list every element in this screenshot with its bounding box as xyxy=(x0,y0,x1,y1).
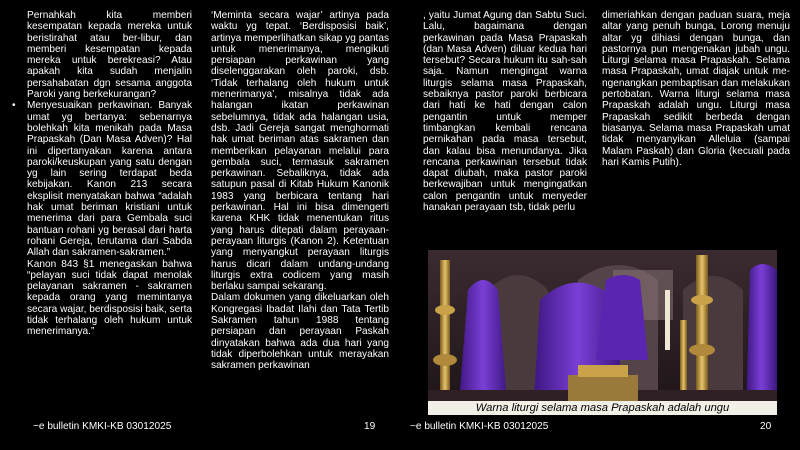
intro-paragraph: Pernahkah kita memberi kesempatan kepada mereka untuk beristirahat atau ber-libur, dan memberi kesempatan kepada mereka untuk berekreasi? Atau apakah kita sudah menjalin persahabatan dgn sesama anggota Paroki yang berkekurangan? xyxy=(27,10,192,101)
left-footer-publication: ~e bulletin KMKI-KB 03012025 xyxy=(33,421,172,432)
left-page-column-2 xyxy=(211,10,389,372)
dokumen-kongregasi-paragraph: Dalam dokumen yang dikeluarkan oleh Kongregasi Ibadat Ilahi dan Tata Tertib Sakramen tahun 1988 tentang persiapan dan perayaan Paskah dinyatakan bahwa ada dua hari yang tidak diperbolehkan untuk merayakan sakramen perkawinan xyxy=(211,292,389,372)
kanon-843-paragraph: Kanon 843 §1 menegaskan bahwa “pelayan suci tidak dapat menolak pelayanan sakramen - sakramen kepada orang yang memintanya secara wajar, berdisposisi baik, serta tidak terhalang oleh hukum untuk menerimanya.” xyxy=(27,258,192,338)
photo-caption: Warna liturgi selama masa Prapaskah adalah ungu xyxy=(428,401,777,415)
right-page xyxy=(400,0,800,450)
bullet-text: Menyesuaikan perkawinan. Banyak umat yg bertanya: sebenarnya bolehkah kita menikah pada Masa Prapaskah (Dan Masa Adven)? Hal ini dipertanyakan karena antara paroki/keuskupan yang satu dengan yg lain sering terdapat beda kebijakan. Kanon 213 secara eksplisit menyatakan bahwa “adalah hak umat beriman kristiani untuk menerima dari para Gembala suci bantuan rohani yg berasal dari harta rohani Gereja, terutama dari Sabda Allah dan sakramen-sakramen.” xyxy=(27,100,192,259)
altar-photo-image xyxy=(428,250,777,415)
right-footer-publication: ~e bulletin KMKI-KB 03012025 xyxy=(410,421,549,432)
meminta-wajar-paragraph: ‘Meminta secara wajar’ artinya pada waktu yg tepat. ‘Berdisposisi baik’, artinya memperlihatkan sikap yg pantas untuk menerimanya, mengikuti persiapan perkawinan yang diselenggarakan oleh paroki, dsb. ‘Tidak terhalang oleh hukum untuk menerimanya’, misalnya tidak ada halangan ikatan perkawinan sebelumnya, tidak ada halangan usia, dsb. Jadi Gereja sangat menghormati hak umat beriman atas sakramen dan memberikan pelayanan melalui para gembala suci, termasuk sakramen perkawinan. Sebaliknya, tidak ada satupun pasal di Kitab Hukum Kanonik 1983 yang berbicara tentang hari perkawinan. Hal ini bisa dimengerti karena KHK tidak menentukan ritus yang harus ditepati dalam perayaan-perayaan liturgis (Kanon 2). Ketentuan yang menyangkut perayaan liturgis harus dicari dalam undang-undang liturgis extra codicem yang masih berlaku sampai sekarang. xyxy=(211,10,389,293)
jumat-agung-paragraph: , yaitu Jumat Agung dan Sabtu Suci. Lalu, bagaimana dengan perkawinan pada Masa Prapaskah (dan Masa Adven) diluar kedua hari tersebut? Secara hukum itu sah-sah saja. Namun mengingat warna liturgis selama masa Prapaskah, sebaiknya pastor paroki berbicara dari hati ke hati dengan calon pengantin untuk memper timbangkan kembali rencana pernikahan pada masa tersebut, dan kalau bisa menundanya. Jika rencana perkawinan tersebut tidak dapat diubah, maka pastor paroki berkewajiban untuk mengingatkan calon pengantin untuk menyeder hanakan perayaan tsb, tidak perlu xyxy=(423,10,587,214)
right-page-number: 20 xyxy=(760,421,772,432)
bullet-marker: • xyxy=(12,100,16,112)
left-page-number: 19 xyxy=(364,421,376,432)
liturgi-prapaskah-paragraph: dimeriahkan dengan paduan suara, meja altar yang penuh bunga, Lorong menuju altar yg dihiasi dengan bunga, dan pastornya pun mengenakan jubah ungu. Liturgi selama masa Prapaskah. Selama masa Prapaskah, umat diajak untuk me-ngenangkan pembaptisan dan melakukan pertobatan. Warna liturgi selama masa Prapaskah adalah ungu. Liturgi masa Prapaskah sedikit berbeda dengan biasanya. Selama masa Prapaskah umat tidak menyanyikan Alleluia (sampai Malam Paskah) dan Gloria (kecuali pada hari Kamis Putih). xyxy=(602,10,790,168)
right-page-column-1 xyxy=(423,10,587,213)
right-page-column-2 xyxy=(602,10,790,168)
bullet-item-perkawinan xyxy=(12,100,192,259)
left-page-column-1 xyxy=(12,10,192,338)
altar-photo xyxy=(428,250,777,415)
